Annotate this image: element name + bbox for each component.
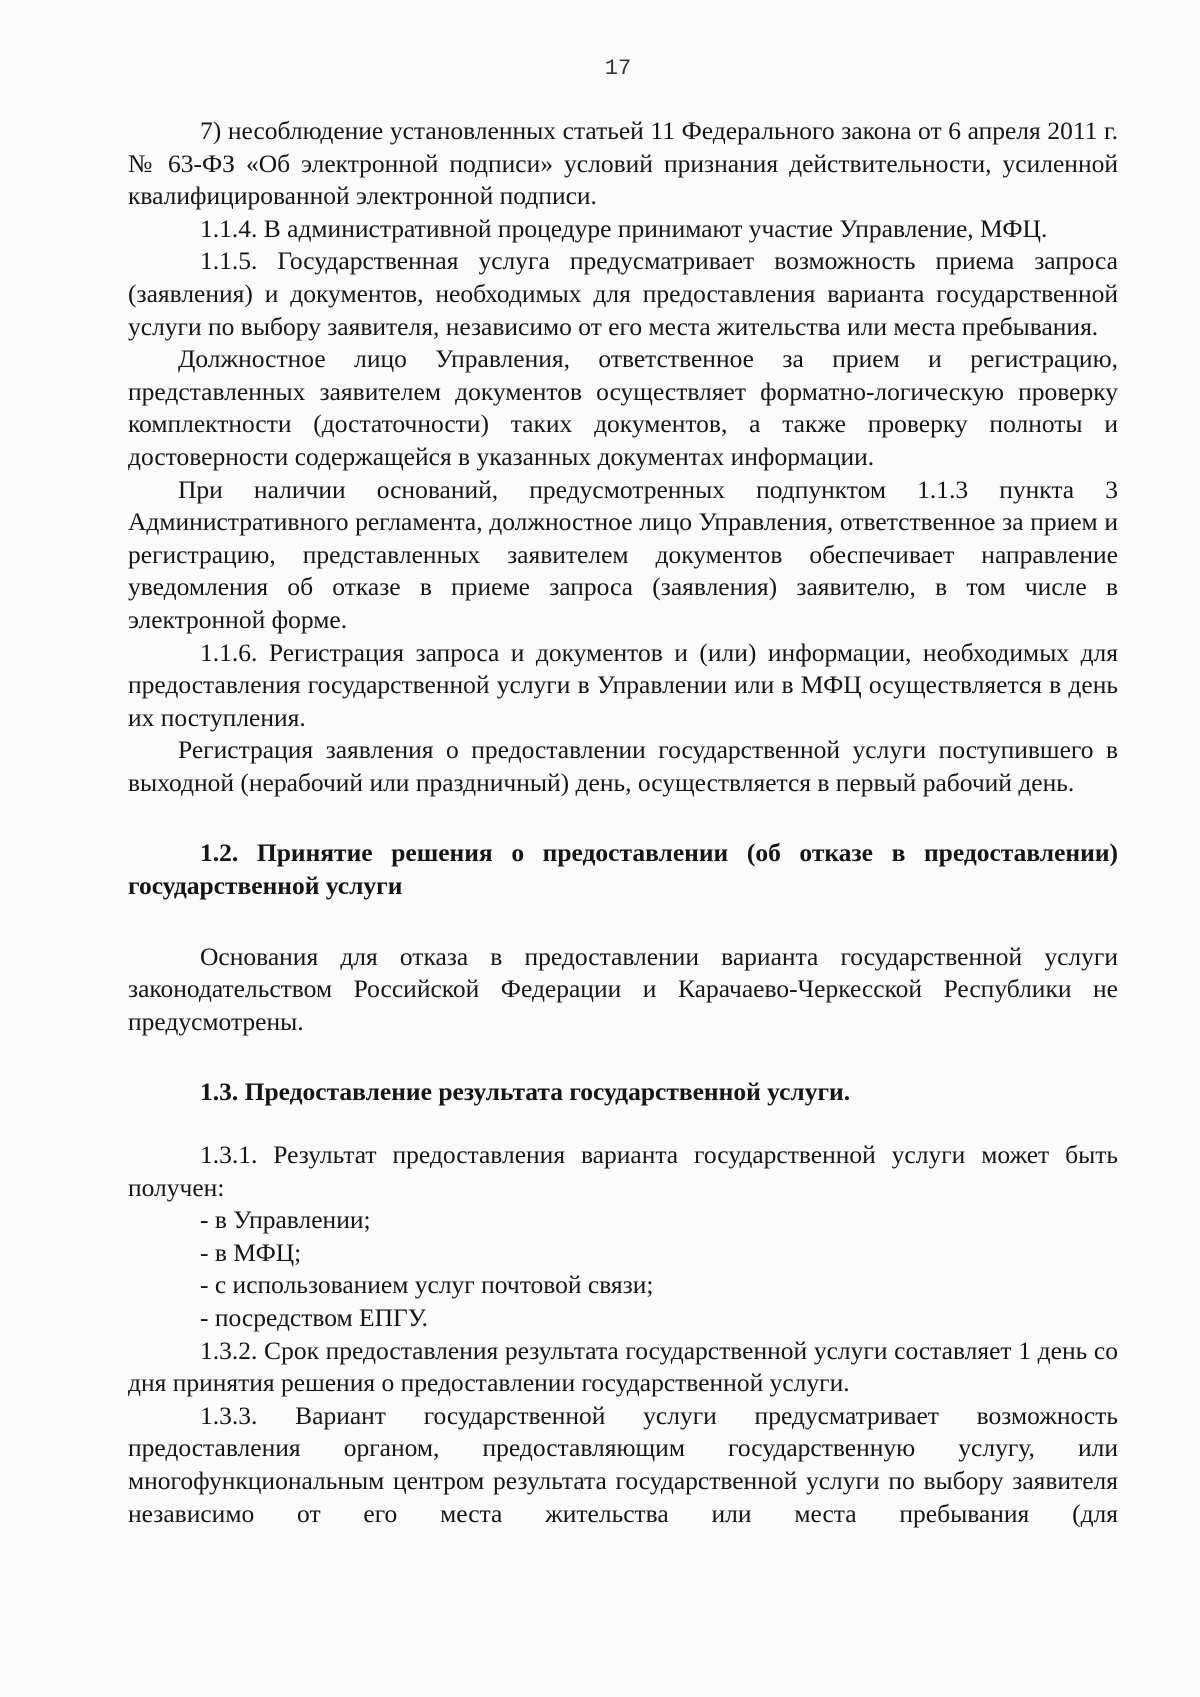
list-item: - в МФЦ; <box>200 1237 302 1267</box>
paragraph-1-3-3: 1.3.3. Вариант государственной услуги предусматривает возможность предоставления органом, предоставляющим государственную услугу, или многофункциональным центром результата государственной услуги по выбору заявителя независимо от его места жительства или места пребывания (для <box>128 1400 1118 1528</box>
paragraph-1-1-5: 1.1.5. Государственная услуга предусматривает возможность приема запроса (заявления) и документов, необходимых для предоставления варианта государственной услуги по выбору заявителя, независимо от его места жительства или места пребывания. <box>128 246 1118 341</box>
list-item: - посредством ЕПГУ. <box>200 1303 429 1332</box>
document-body <box>128 115 1118 1530</box>
paragraph-registration-holiday: Регистрация заявления о предоставлении государственной услуги поступившего в выходной (нерабочий или праздничный) день, осуществляется в первый рабочий день. <box>128 735 1118 797</box>
page-number: 17 <box>604 56 632 81</box>
paragraph-condition-7: 7) несоблюдение установленных статьей 11 Федерального закона от 6 апреля 2011 г. № 63-ФЗ «Об электронной подписи» условий признания действительности, усиленной квалифицированной электронной подписи. <box>128 116 1118 211</box>
list-item: - с использованием услуг почтовой связи; <box>200 1270 654 1300</box>
list-item: - в Управлении; <box>200 1205 371 1235</box>
paragraph-1-1-4: 1.1.4. В административной процедуре принимают участие Управление, МФЦ. <box>200 213 1048 243</box>
paragraph-1-3-2: 1.3.2. Срок предоставления результата государственной услуги составляет 1 день со дня принятия решения о предоставлении государственной услуги. <box>128 1335 1118 1398</box>
section-heading-1-3: 1.3. Предоставление результата государственной услуги. <box>200 1077 851 1107</box>
paragraph-refusal-grounds: Основания для отказа в предоставлении варианта государственной услуги законодательством Российской Федерации и Карачаево-Черкесской Республики не предусмотрены. <box>128 941 1118 1036</box>
paragraph-official-check: Должностное лицо Управления, ответственное за прием и регистрацию, представленных заявителем документов осуществляет форматно-логическую проверку комплектности (достаточности) таких документов, а также проверку полноты и достоверности содержащейся в указанных документах информации. <box>128 344 1118 471</box>
paragraph-refusal-notice: При наличии оснований, предусмотренных подпунктом 1.1.3 пункта 3 Административного регламента, должностное лицо Управления, ответственное за прием и регистрацию, представленных заявителем документов обеспечивает направление уведомления об отказе в приеме запроса (заявления) заявителю, в том числе в электронной форме. <box>128 474 1118 634</box>
section-heading-1-2: 1.2. Принятие решения о предоставлении (об отказе в предоставлении) государственной услуги <box>128 838 1118 901</box>
paragraph-1-3-1: 1.3.1. Результат предоставления варианта государственной услуги может быть получен: <box>128 1140 1118 1202</box>
paragraph-1-1-6: 1.1.6. Регистрация запроса и документов и (или) информации, необходимых для предоставления государственной услуги в Управлении или в МФЦ осуществляется в день их поступления. <box>128 637 1118 732</box>
